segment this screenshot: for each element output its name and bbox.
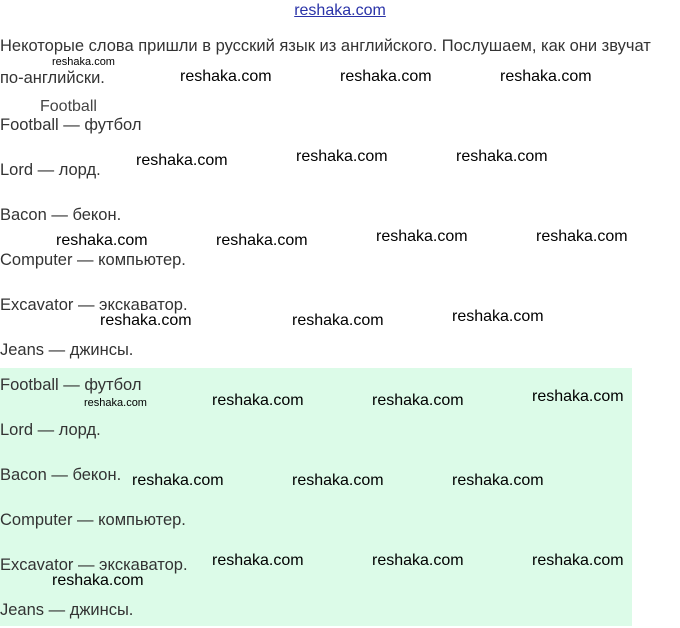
watermark: reshaka.com (52, 572, 144, 589)
watermark: reshaka.com (376, 228, 468, 245)
watermark: reshaka.com (292, 312, 384, 329)
header-watermark-link[interactable]: reshaka.com (294, 2, 386, 19)
word-item-computer: Computer — компьютер. (0, 251, 186, 269)
word-item-jeans: Jeans — джинсы. (0, 341, 134, 359)
answer-item-excavator: Excavator — экскаватор. (0, 556, 188, 574)
answer-item-football: Football — футбол (0, 376, 142, 394)
answer-item-bacon: Bacon — бекон. (0, 466, 122, 484)
word-item-football: Football — футбол (0, 116, 142, 134)
watermark: reshaka.com (212, 552, 304, 569)
watermark: reshaka.com (296, 148, 388, 165)
watermark: reshaka.com (84, 397, 147, 409)
watermark: reshaka.com (216, 232, 308, 249)
watermark: reshaka.com (132, 472, 224, 489)
ghost-clipped-text: Football (40, 98, 97, 115)
answer-item-lord: Lord — лорд. (0, 421, 101, 439)
watermark: reshaka.com (452, 472, 544, 489)
watermark: reshaka.com (212, 392, 304, 409)
answer-item-jeans: Jeans — джинсы. (0, 601, 134, 619)
word-item-lord: Lord — лорд. (0, 161, 101, 179)
watermark: reshaka.com (532, 388, 624, 405)
watermark: reshaka.com (292, 472, 384, 489)
watermark: reshaka.com (100, 312, 192, 329)
intro-paragraph: Некоторые слова пришли в русский язык из английского. Послушаем, как они звучат по-английски. (0, 37, 651, 87)
watermark: reshaka.com (456, 148, 548, 165)
word-item-bacon: Bacon — бекон. (0, 206, 122, 224)
watermark: reshaka.com (340, 68, 432, 85)
watermark: reshaka.com (536, 228, 628, 245)
watermark: reshaka.com (372, 392, 464, 409)
word-item-excavator: Excavator — экскаватор. (0, 296, 188, 314)
watermark: reshaka.com (56, 232, 148, 249)
watermark: reshaka.com (532, 552, 624, 569)
watermark: reshaka.com (180, 68, 272, 85)
watermark: reshaka.com (452, 308, 544, 325)
watermark: reshaka.com (52, 56, 115, 68)
watermark: reshaka.com (500, 68, 592, 85)
watermark: reshaka.com (372, 552, 464, 569)
answer-item-computer: Computer — компьютер. (0, 511, 186, 529)
watermark: reshaka.com (136, 152, 228, 169)
